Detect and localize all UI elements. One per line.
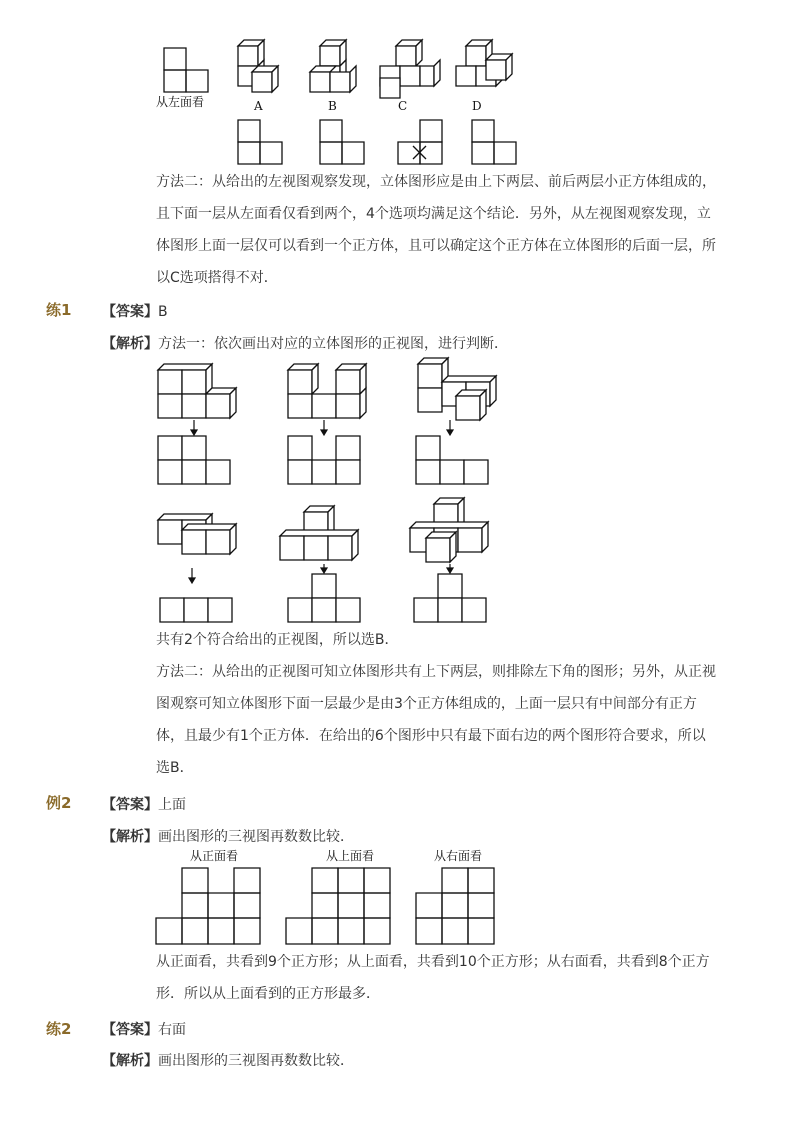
lian2-answer — [102, 1019, 186, 1039]
analysis-label: 【解析】 — [102, 336, 158, 352]
view-2 — [288, 436, 360, 484]
li2-answer — [102, 794, 186, 814]
option-d-view — [472, 120, 516, 164]
method2-paragraph: 方法二：从给出的左视图观察发现，立体图形应是由上下两层、前后两层小正方体组成的，且下面一层从左面看仅看到两个，4个选项均满足这个结论．另外，从左视图观察发现，立体图形上面一层仅可以看到一个正方体，且可以确定这个正方体在立体图形的后面一层，所以C选项搭得不对． — [156, 174, 716, 286]
left-view-options-figure — [150, 34, 530, 170]
option-c-view — [398, 120, 442, 164]
view-6 — [414, 574, 486, 622]
view-5 — [288, 574, 360, 622]
option-label-d: D — [472, 99, 482, 113]
lian1-answer — [102, 301, 168, 321]
lian1-analysis — [102, 333, 508, 353]
option-c-solid — [380, 40, 440, 98]
analysis-intro: 方法一：依次画出对应的立体图形的正视图，进行判断． — [158, 336, 508, 352]
answer-label: 【答案】 — [102, 1022, 158, 1038]
left-view-shape — [164, 48, 208, 92]
answer-label: 【答案】 — [102, 304, 158, 320]
view-3 — [416, 436, 488, 484]
lian1-tag: 练1 — [46, 301, 72, 319]
view-1 — [158, 436, 230, 484]
solid-4 — [158, 514, 236, 554]
li2-analysis — [102, 826, 354, 846]
solid-2 — [288, 364, 366, 418]
option-a-view — [238, 120, 282, 164]
right-view-title: 从右面看 — [434, 849, 483, 863]
analysis-label: 【解析】 — [102, 829, 158, 845]
answer-value: 右面 — [158, 1022, 186, 1038]
solid-6 — [410, 498, 488, 562]
option-b-view — [320, 120, 364, 164]
li2-conclusion: 从正面看，共看到9个正方形；从上面看，共看到10个正方形；从右面看，共看到8个正方形．所以从上面看到的正方形最多． — [156, 954, 710, 1002]
lian1-conclusion: 共有2个符合给出的正视图，所以选B． — [156, 632, 399, 648]
li2-tag: 例2 — [46, 794, 72, 812]
answer-label: 【答案】 — [102, 797, 158, 813]
front-view-grid — [156, 868, 260, 944]
analysis-intro: 画出图形的三视图再数数比较． — [158, 1053, 354, 1069]
analysis-label: 【解析】 — [102, 1053, 158, 1069]
left-view-caption: 从左面看 — [156, 95, 205, 109]
option-b-solid — [310, 40, 356, 92]
option-label-a: A — [254, 99, 263, 113]
right-view-grid — [416, 868, 494, 944]
option-d-solid — [456, 40, 512, 86]
option-a-solid — [238, 40, 278, 92]
front-view-title: 从正面看 — [190, 849, 239, 863]
lian2-analysis — [102, 1050, 354, 1070]
top-view-grid — [286, 868, 390, 944]
solid-3 — [418, 358, 496, 420]
lian2-tag: 练2 — [46, 1020, 72, 1038]
option-label-b: B — [328, 99, 337, 113]
answer-value: 上面 — [158, 797, 186, 813]
lian1-method2: 方法二：从给出的正视图可知立体图形共有上下两层，则排除左下角的图形；另外，从正视图观察可知立体图形下面一层最少是由3个正方体组成的，上面一层只有中间部分有正方体，且最少有1个正方体．在给出的6个图形中只有最下面右边的两个图形符合要求，所以选B． — [156, 664, 716, 776]
lian1-front-view-figure — [150, 356, 510, 628]
option-label-c: C — [398, 99, 408, 113]
solid-5 — [280, 506, 358, 560]
solid-1 — [158, 364, 236, 418]
view-4 — [160, 598, 232, 622]
analysis-intro: 画出图形的三视图再数数比较． — [158, 829, 354, 845]
three-views-figure — [150, 846, 510, 950]
answer-value: B — [158, 304, 168, 320]
top-view-title: 从上面看 — [326, 849, 375, 863]
